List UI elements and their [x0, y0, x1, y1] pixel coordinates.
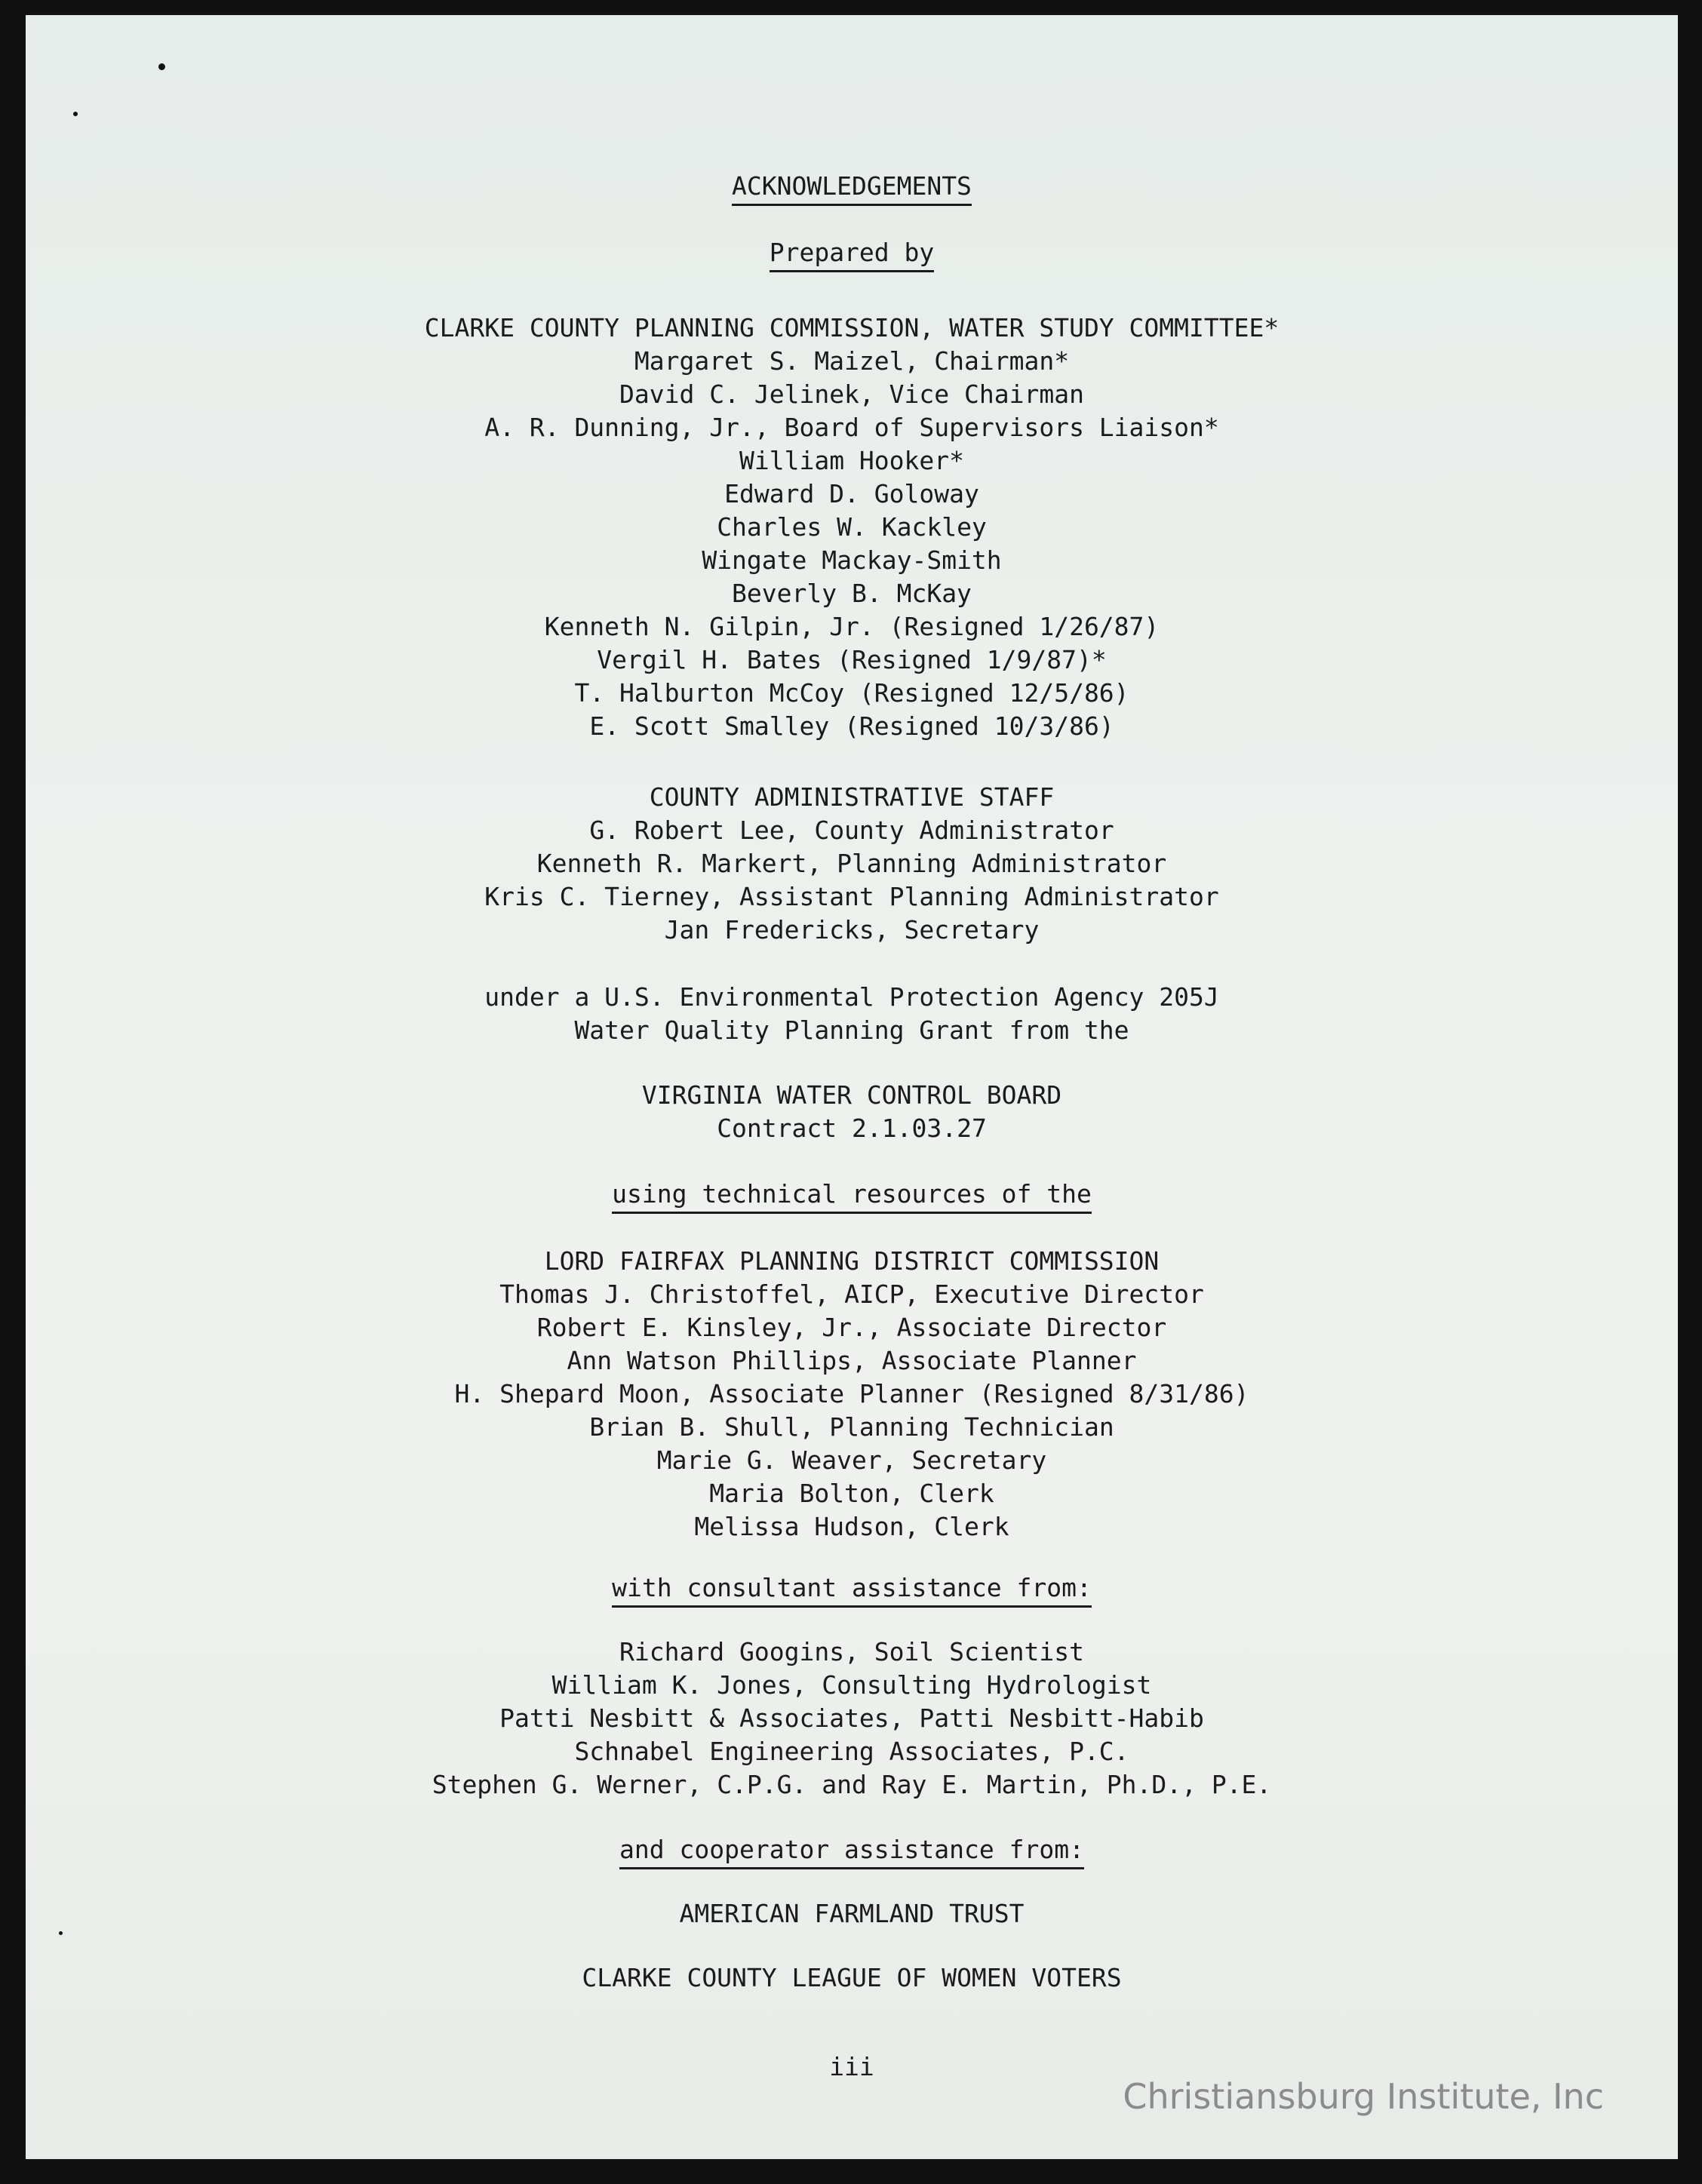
commission-member: Edward D. Goloway — [724, 479, 979, 508]
county-staff-member: Kris C. Tierney, Assistant Planning Administrator — [484, 882, 1219, 911]
technical-resources-text: using technical resources of the — [612, 1179, 1092, 1214]
paper-speck — [73, 112, 78, 116]
consultant-label — [26, 1571, 1678, 1605]
commission-member: Margaret S. Maizel, Chairman* — [634, 346, 1070, 376]
county-staff-member: Kenneth R. Markert, Planning Administrator — [536, 849, 1167, 878]
commission-heading: CLARKE COUNTY PLANNING COMMISSION, WATER STUDY COMMITTEE* — [424, 313, 1280, 342]
pdc-member: Thomas J. Christoffel, AICP, Executive Director — [499, 1279, 1204, 1309]
board-heading: VIRGINIA WATER CONTROL BOARD — [641, 1080, 1062, 1110]
page-title — [26, 170, 1678, 203]
paper-speck — [158, 63, 165, 70]
consultant-item: Stephen G. Werner, C.P.G. and Ray E. Martin, Ph.D., P.E. — [432, 1770, 1272, 1799]
county-staff-member: Jan Fredericks, Secretary — [664, 915, 1040, 945]
pdc-heading: LORD FAIRFAX PLANNING DISTRICT COMMISSION — [544, 1246, 1160, 1276]
pdc-member: H. Shepard Moon, Associate Planner (Resigned 8/31/86) — [454, 1379, 1249, 1408]
pdc-member: Marie G. Weaver, Secretary — [656, 1445, 1047, 1475]
consultant-item: Patti Nesbitt & Associates, Patti Nesbitt-Habib — [499, 1703, 1204, 1733]
pdc-member: Maria Bolton, Clerk — [709, 1479, 994, 1508]
pdc-member: Robert E. Kinsley, Jr., Associate Director — [536, 1313, 1167, 1342]
commission-member: William Hooker* — [739, 446, 964, 475]
consultant-item: Schnabel Engineering Associates, P.C. — [574, 1737, 1129, 1766]
prepared-by-text: Prepared by — [770, 238, 935, 272]
grant-line: Water Quality Planning Grant from the — [574, 1015, 1129, 1045]
paper-speck — [59, 1931, 63, 1935]
page-title-text: ACKNOWLEDGEMENTS — [732, 171, 972, 206]
cooperator-item: AMERICAN FARMLAND TRUST — [679, 1899, 1025, 1928]
county-staff-heading: COUNTY ADMINISTRATIVE STAFF — [649, 782, 1055, 812]
watermark: Christiansburg Institute, Inc — [1123, 2076, 1604, 2117]
consultant-item: Richard Googins, Soil Scientist — [619, 1637, 1084, 1666]
commission-member: Wingate Mackay-Smith — [702, 545, 1002, 575]
commission-member: Charles W. Kackley — [717, 512, 987, 542]
pdc-member: Brian B. Shull, Planning Technician — [589, 1412, 1114, 1442]
prepared-by-label — [26, 236, 1678, 269]
grant-line: under a U.S. Environmental Protection Agency 205J — [484, 982, 1219, 1012]
pdc-member: Melissa Hudson, Clerk — [694, 1512, 1009, 1541]
commission-member: Beverly B. McKay — [732, 579, 972, 608]
commission-member: T. Halburton McCoy (Resigned 12/5/86) — [574, 678, 1129, 708]
document-page — [26, 15, 1678, 2159]
consultant-label-text: with consultant assistance from: — [612, 1573, 1092, 1608]
commission-member: David C. Jelinek, Vice Chairman — [619, 379, 1084, 409]
board-contract: Contract 2.1.03.27 — [717, 1114, 987, 1143]
cooperator-label-text: and cooperator assistance from: — [619, 1835, 1084, 1869]
page-number: iii — [829, 2052, 874, 2081]
county-staff-member: G. Robert Lee, County Administrator — [589, 816, 1114, 845]
commission-member: E. Scott Smalley (Resigned 10/3/86) — [589, 711, 1114, 741]
consultant-item: William K. Jones, Consulting Hydrologist — [551, 1670, 1152, 1700]
cooperator-label — [26, 1833, 1678, 1866]
cooperator-item: CLARKE COUNTY LEAGUE OF WOMEN VOTERS — [582, 1963, 1122, 1992]
commission-member: Vergil H. Bates (Resigned 1/9/87)* — [597, 645, 1107, 674]
pdc-member: Ann Watson Phillips, Associate Planner — [567, 1346, 1137, 1375]
commission-member: A. R. Dunning, Jr., Board of Supervisors Liaison* — [484, 413, 1219, 442]
technical-resources-label — [26, 1178, 1678, 1211]
commission-member: Kenneth N. Gilpin, Jr. (Resigned 1/26/87) — [544, 612, 1160, 641]
